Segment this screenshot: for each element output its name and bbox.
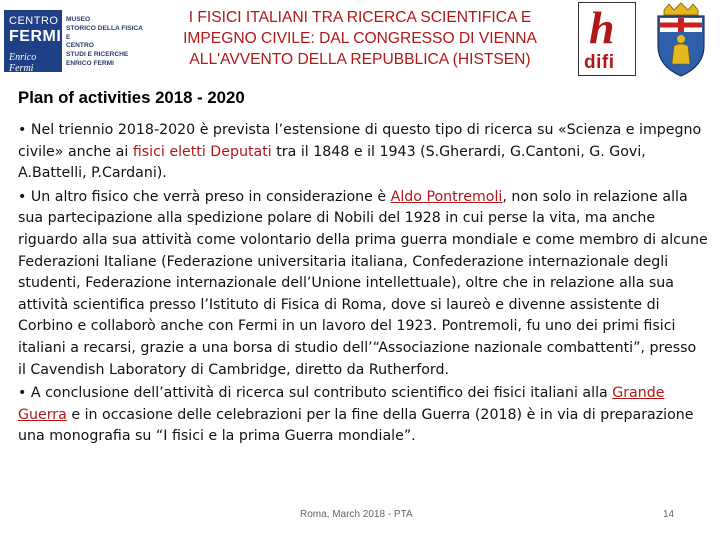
logo-text-line: CENTRO — [66, 42, 94, 50]
logo-badge — [4, 10, 62, 72]
centro-fermi-logo — [4, 10, 143, 74]
highlight-deputies: fisici eletti Deputati — [132, 143, 272, 160]
difi-logo-letter: h — [589, 2, 615, 53]
logo-text — [66, 16, 142, 69]
paragraph-text: • Un altro fisico che verrà preso in considerazione è — [18, 188, 391, 205]
logo-text-line: MUSEO — [66, 16, 91, 23]
difi-logo — [578, 2, 636, 76]
paragraph-text: • Nel triennio 2018-2020 è prevista l’estensione di questo tipo di ricerca su «Scienza e impegno civile» anche ai — [18, 122, 702, 160]
slide-title — [150, 7, 570, 70]
paragraph-pontremoli — [18, 187, 708, 381]
footer-text: Roma, March 2018 - PTA — [300, 509, 413, 520]
logo-text-line: E — [66, 33, 71, 41]
logo-line2: FERMI — [9, 28, 62, 45]
paragraph-great-war — [18, 383, 708, 448]
genoa-crest-icon — [652, 2, 710, 78]
paragraph-text: , non solo in relazione alla sua partecipazione alla spedizione polare di Nobili del 1928 in cui perse la vita, ma anche riguardo alla sua attività come volontario della prima guerra mondiale e come membro di alcune Federazioni Italiane (Federazione universitaria italiana, Confederazione internazionale degli studenti, Federazione internazionale dell’Unione intellettuale), oltre che in relazione alla sua attività scientifica presso l’Istituto di Fisica di Roma, dove si laureò e divenne assistente di Corbino e collaborò anche con Fermi in un lavoro del 1923. Pontremoli, fu uno dei primi fisici italiani a recarsi, grazie a una borsa di studio dell’“Associazione nazionale combattenti”, presso il Cavendish Laboratory di Cambridge, diretto da Rutherford. — [18, 188, 708, 378]
logo-text-line: STUDI E RICERCHE — [66, 51, 129, 59]
slide-body — [18, 120, 708, 450]
paragraph-deputies — [18, 120, 708, 185]
highlight-great-war: Grande Guerra — [18, 385, 665, 423]
logo-line1: CENTRO — [9, 15, 59, 27]
paragraph-text: • A conclusione dell’attività di ricerca sul contributo scientifico dei fisici italiani alla — [18, 385, 613, 402]
logo-text-line: STORICO DELLA FISICA — [66, 24, 143, 32]
title-line: ALL'AVVENTO DELLA REPUBBLICA (HISTSEN) — [189, 51, 531, 68]
difi-logo-word: difi — [584, 52, 615, 73]
logo-text-line: ENRICO FERMI — [66, 59, 114, 67]
page-number: 14 — [663, 509, 675, 520]
highlight-pontremoli: Aldo Pontremoli — [390, 188, 503, 205]
title-line: IMPEGNO CIVILE: DAL CONGRESSO DI VIENNA — [183, 30, 537, 47]
paragraph-text: tra il 1848 e il 1943 (S.Gherardi, G.Cantoni, G. Govi, A.Battelli, P.Cardani). — [18, 143, 646, 182]
paragraph-text: e in occasione delle celebrazioni per la fine della Guerra (2018) è in via di preparazione una monografia su “I fisici e la prima Guerra mondiale”. — [18, 406, 694, 445]
title-line: I FISICI ITALIANI TRA RICERCA SCIENTIFICA E — [188, 9, 532, 26]
logo-signature: Enrico Fermi — [9, 52, 37, 74]
section-heading: Plan of activities 2018 - 2020 — [18, 88, 245, 107]
